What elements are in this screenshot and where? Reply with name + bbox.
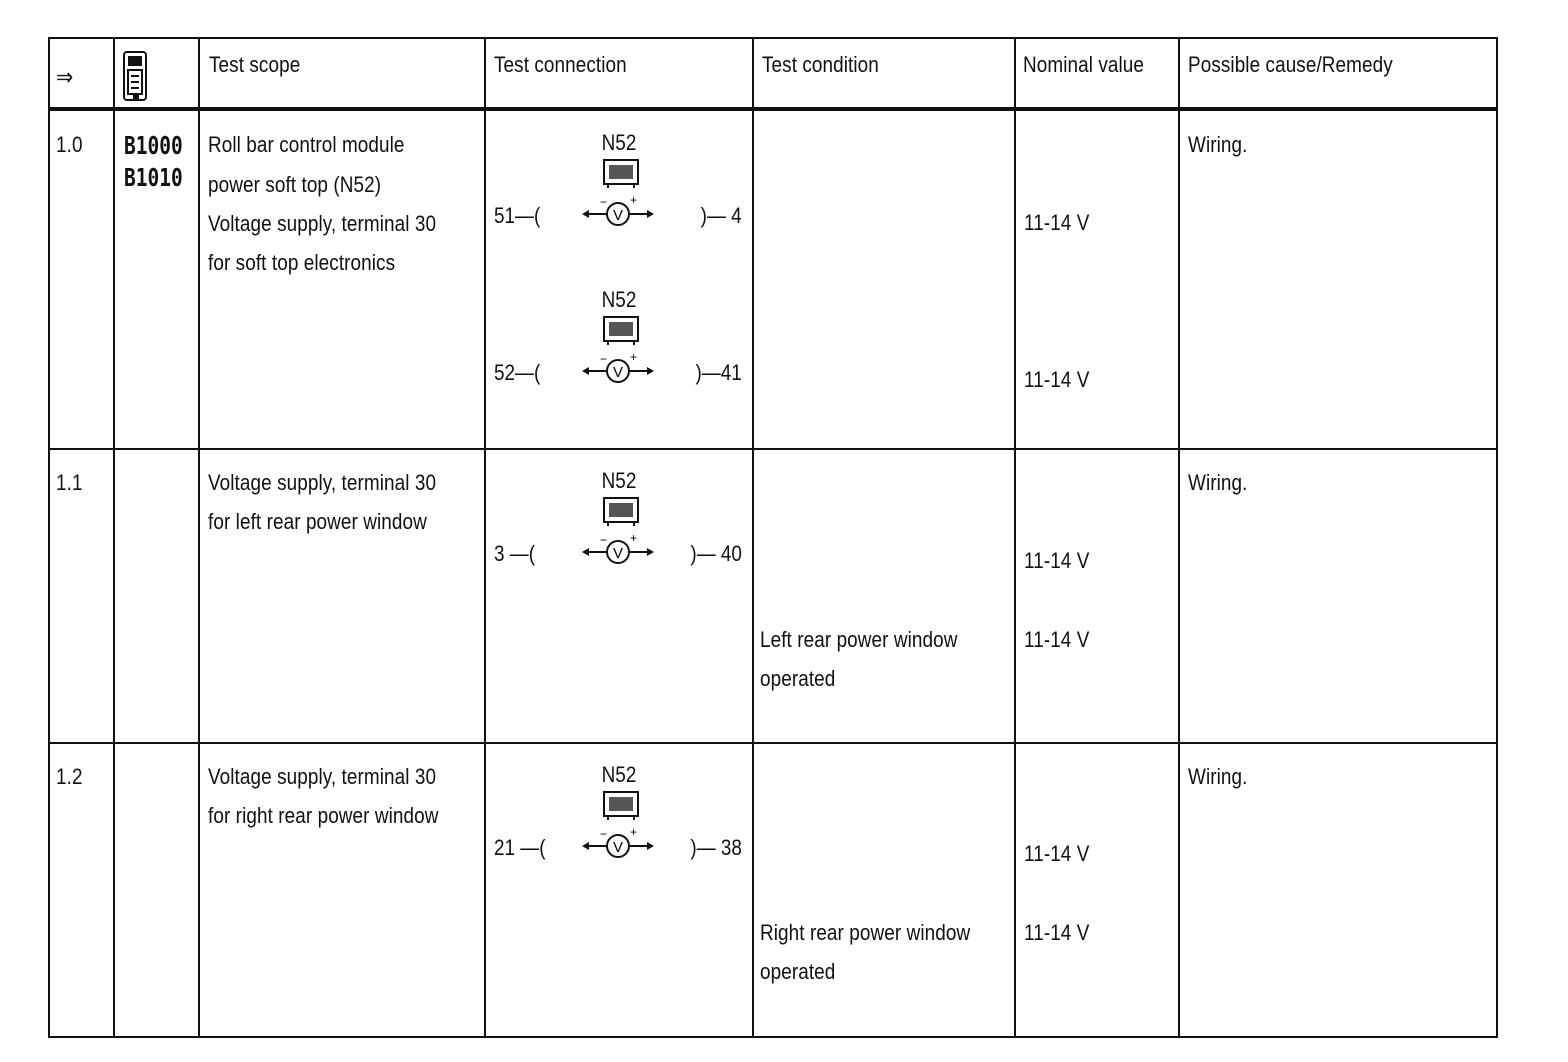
header-test-condition: Test condition — [762, 52, 879, 77]
control-module-icon — [602, 158, 642, 188]
column-border — [752, 37, 754, 1038]
scope-line: for soft top electronics — [208, 250, 396, 275]
pin-right: )— 40 — [690, 541, 742, 566]
voltmeter-icon — [580, 826, 656, 862]
scope-line: Roll bar control module — [208, 132, 405, 157]
svg-text:V: V — [613, 207, 624, 224]
nominal-value: 11-14 V — [1024, 627, 1090, 652]
voltmeter-icon — [580, 194, 656, 230]
scope-line: Voltage supply, terminal 30 — [208, 211, 437, 236]
scope-line: Voltage supply, terminal 30 — [208, 470, 437, 495]
step-number: 1.1 — [56, 470, 83, 495]
table-top-border — [48, 37, 1498, 39]
fault-code: B1000 — [124, 131, 183, 160]
nominal-value: 11-14 V — [1024, 841, 1090, 866]
module-label: N52 — [601, 287, 637, 312]
row-separator — [48, 448, 1498, 450]
scope-line: power soft top (N52) — [208, 172, 382, 197]
column-border — [1496, 37, 1498, 1038]
scope-line: for left rear power window — [208, 509, 427, 534]
svg-text:−: − — [600, 827, 608, 841]
condition-line: operated — [760, 666, 836, 691]
header-separator — [48, 107, 1498, 111]
column-border — [48, 37, 50, 1038]
column-border — [1178, 37, 1180, 1038]
pin-left: 21 —( — [494, 835, 546, 860]
step-number: 1.0 — [56, 132, 83, 157]
svg-text:V: V — [613, 839, 624, 856]
test-connection-diagram — [486, 762, 752, 882]
column-border — [1014, 37, 1016, 1038]
condition-line: operated — [760, 959, 836, 984]
svg-text:V: V — [613, 364, 624, 381]
possible-cause: Wiring. — [1188, 132, 1248, 157]
svg-text:+: + — [630, 351, 638, 364]
svg-text:−: − — [600, 352, 608, 366]
svg-text:+: + — [630, 194, 638, 207]
header-possible-cause: Possible cause/Remedy — [1188, 52, 1393, 77]
module-label: N52 — [601, 468, 637, 493]
step-number: 1.2 — [56, 764, 83, 789]
nominal-value: 11-14 V — [1024, 210, 1090, 235]
svg-text:−: − — [600, 533, 608, 547]
diagnostic-tester-icon — [122, 50, 148, 107]
table-bottom-border — [48, 1036, 1498, 1038]
row-separator — [48, 742, 1498, 744]
test-connection-diagram — [486, 287, 752, 407]
test-connection-diagram — [486, 468, 752, 588]
condition-line: Right rear power window — [760, 920, 971, 945]
voltmeter-icon — [580, 532, 656, 568]
header-test-scope: Test scope — [209, 52, 301, 77]
possible-cause: Wiring. — [1188, 764, 1248, 789]
svg-text:−: − — [600, 195, 608, 209]
control-module-icon — [602, 790, 642, 820]
pin-left: 3 —( — [494, 541, 536, 566]
header-arrow: ⇒ — [56, 64, 74, 91]
voltmeter-icon — [580, 351, 656, 387]
module-label: N52 — [601, 130, 637, 155]
pin-left: 52—( — [494, 360, 541, 385]
test-connection-diagram — [486, 130, 752, 250]
pin-left: 51—( — [494, 203, 541, 228]
nominal-value: 11-14 V — [1024, 367, 1090, 392]
header-nominal-value: Nominal value — [1023, 52, 1145, 77]
control-module-icon — [602, 496, 642, 526]
nominal-value: 11-14 V — [1024, 548, 1090, 573]
pin-right: )—41 — [695, 360, 742, 385]
column-border — [198, 37, 200, 1038]
svg-text:+: + — [630, 826, 638, 839]
nominal-value: 11-14 V — [1024, 920, 1090, 945]
fault-code: B1010 — [124, 163, 183, 192]
header-test-connection: Test connection — [494, 52, 627, 77]
module-label: N52 — [601, 762, 637, 787]
pin-right: )— 4 — [700, 203, 742, 228]
control-module-icon — [602, 315, 642, 345]
possible-cause: Wiring. — [1188, 470, 1248, 495]
scope-line: for right rear power window — [208, 803, 439, 828]
svg-text:+: + — [630, 532, 638, 545]
scope-line: Voltage supply, terminal 30 — [208, 764, 437, 789]
pin-right: )— 38 — [690, 835, 742, 860]
column-border — [113, 37, 115, 1038]
svg-text:V: V — [613, 545, 624, 562]
condition-line: Left rear power window — [760, 627, 958, 652]
